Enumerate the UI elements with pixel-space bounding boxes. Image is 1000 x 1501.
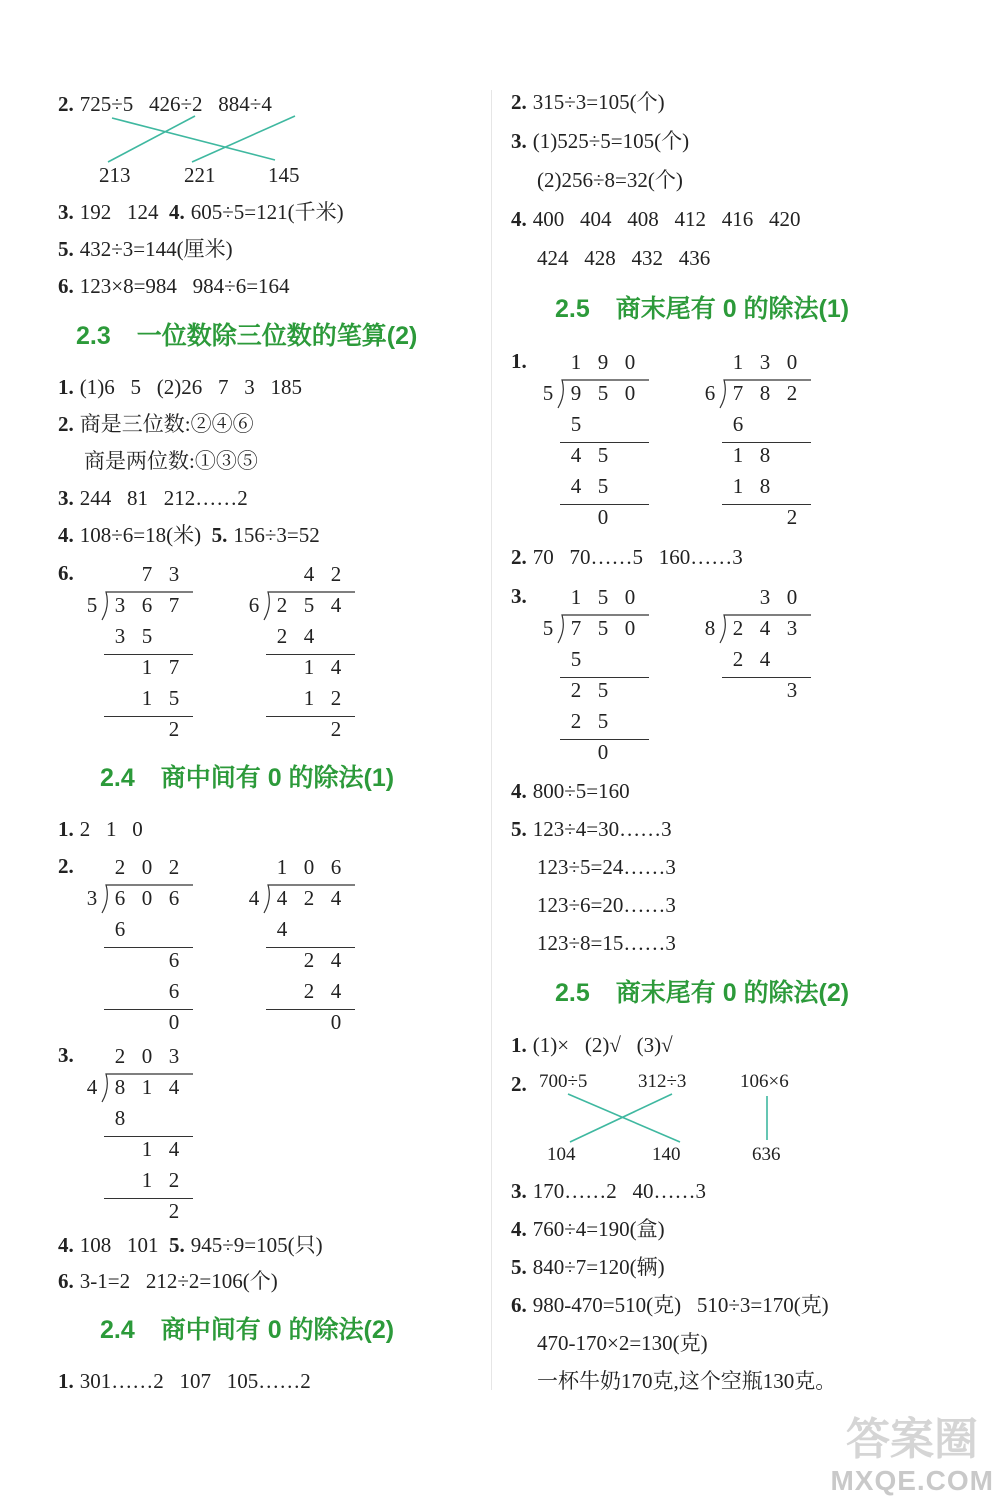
answer-line: 1. xyxy=(511,349,527,373)
division-digit: 6 xyxy=(141,593,153,617)
answer-line: 4. 800÷5=160 xyxy=(511,779,630,803)
division-digit: 4 xyxy=(276,917,288,941)
match-answer: 145 xyxy=(268,163,300,187)
divisor: 4 xyxy=(248,886,260,910)
division-digit: 3 xyxy=(114,624,126,648)
division-digit: 5 xyxy=(597,381,609,405)
division-bracket xyxy=(240,560,380,640)
division-digit: 1 xyxy=(732,350,744,374)
answer-line: 3. (1)525÷5=105(个) xyxy=(511,129,690,153)
division-digit: 0 xyxy=(597,505,609,529)
division-digit: 1 xyxy=(303,655,315,679)
answer-line: 5. 840÷7=120(辆) xyxy=(511,1255,665,1279)
long-division xyxy=(240,853,540,1053)
division-digit: 2 xyxy=(330,686,342,710)
division-digit: 0 xyxy=(141,855,153,879)
section-heading: 2.4 商中间有 0 的除法(2) xyxy=(100,1316,395,1344)
matching-lines xyxy=(100,110,320,170)
long-division xyxy=(78,1042,378,1242)
answer-line: 123÷8=15……3 xyxy=(537,931,676,955)
division-digit: 1 xyxy=(570,350,582,374)
division-digit: 2 xyxy=(732,616,744,640)
division-bracket xyxy=(78,1042,218,1122)
division-bracket xyxy=(534,348,674,428)
watermark-logo: 答案圈 xyxy=(846,1414,978,1465)
division-digit: 1 xyxy=(303,686,315,710)
division-digit: 5 xyxy=(597,585,609,609)
division-digit: 4 xyxy=(330,593,342,617)
divisor: 3 xyxy=(86,886,98,910)
division-digit: 6 xyxy=(168,948,180,972)
division-digit: 3 xyxy=(759,585,771,609)
division-digit: 0 xyxy=(141,1044,153,1068)
answer-line: 4. 760÷4=190(盒) xyxy=(511,1217,665,1241)
division-digit: 5 xyxy=(597,678,609,702)
division-digit: 4 xyxy=(330,948,342,972)
answer-line: 一杯牛奶170克,这个空瓶130克。 xyxy=(537,1369,837,1393)
divisor: 5 xyxy=(542,616,554,640)
division-digit: 3 xyxy=(786,678,798,702)
division-digit: 0 xyxy=(786,350,798,374)
division-digit: 2 xyxy=(330,562,342,586)
answer-line: 6. 3-1=2 212÷2=106(个) xyxy=(58,1269,278,1293)
division-digit: 4 xyxy=(330,979,342,1003)
division-digit: 8 xyxy=(114,1075,126,1099)
match-answer: 636 xyxy=(752,1144,781,1165)
division-digit: 2 xyxy=(303,886,315,910)
answer-line: 4. 108 101 5. 945÷9=105(只) xyxy=(58,1233,323,1257)
long-division xyxy=(696,348,996,548)
division-digit: 7 xyxy=(168,593,180,617)
division-digit: 6 xyxy=(330,855,342,879)
answer-line: 424 428 432 436 xyxy=(537,246,711,270)
answer-line: 123÷6=20……3 xyxy=(537,893,676,917)
match-answer: 104 xyxy=(547,1144,576,1165)
division-digit: 1 xyxy=(141,1075,153,1099)
answer-line: 2. xyxy=(58,854,74,878)
division-digit: 1 xyxy=(732,443,744,467)
division-digit: 8 xyxy=(114,1106,126,1130)
division-digit: 1 xyxy=(141,686,153,710)
divisor: 5 xyxy=(86,593,98,617)
division-digit: 2 xyxy=(168,717,180,741)
division-digit: 0 xyxy=(330,1010,342,1034)
division-digit: 2 xyxy=(570,709,582,733)
division-digit: 2 xyxy=(786,505,798,529)
answer-line: 2. xyxy=(511,1072,527,1096)
division-digit: 0 xyxy=(168,1010,180,1034)
divisor: 8 xyxy=(704,616,716,640)
answer-line: 4. 108÷6=18(米) 5. 156÷3=52 xyxy=(58,523,320,547)
division-digit: 5 xyxy=(597,474,609,498)
answer-line: 470-170×2=130(克) xyxy=(537,1331,708,1355)
division-bracket xyxy=(78,853,218,933)
answer-line: 2. 70 70……5 160……3 xyxy=(511,545,743,569)
division-digit: 0 xyxy=(786,585,798,609)
answer-line: 1. 2 1 0 xyxy=(58,817,143,841)
division-digit: 2 xyxy=(303,948,315,972)
division-digit: 4 xyxy=(168,1137,180,1161)
match-answer: 213 xyxy=(99,163,131,187)
division-digit: 2 xyxy=(168,1168,180,1192)
division-bracket xyxy=(696,583,836,663)
division-digit: 5 xyxy=(570,412,582,436)
division-bracket xyxy=(240,853,380,933)
answer-line: 3. 170……2 40……3 xyxy=(511,1179,706,1203)
division-digit: 5 xyxy=(168,686,180,710)
division-bracket xyxy=(696,348,836,428)
division-digit: 3 xyxy=(759,350,771,374)
division-bracket xyxy=(78,560,218,640)
division-digit: 4 xyxy=(570,474,582,498)
divisor: 5 xyxy=(542,381,554,405)
answer-line: 2. 315÷3=105(个) xyxy=(511,90,665,114)
division-digit: 5 xyxy=(303,593,315,617)
answer-line: 1. (1)× (2)√ (3)√ xyxy=(511,1033,673,1057)
answer-line: 3. xyxy=(58,1043,74,1067)
division-digit: 4 xyxy=(759,647,771,671)
division-digit: 2 xyxy=(330,717,342,741)
division-digit: 4 xyxy=(168,1075,180,1099)
division-digit: 5 xyxy=(597,443,609,467)
division-digit: 5 xyxy=(141,624,153,648)
division-digit: 3 xyxy=(114,593,126,617)
answer-line: 123÷5=24……3 xyxy=(537,855,676,879)
division-digit: 7 xyxy=(168,655,180,679)
answer-line: 5. 432÷3=144(厘米) xyxy=(58,237,233,261)
match-expression: 312÷3 xyxy=(638,1071,687,1092)
division-digit: 0 xyxy=(141,886,153,910)
division-digit: 6 xyxy=(168,886,180,910)
division-digit: 4 xyxy=(330,655,342,679)
answer-line: (2)256÷8=32(个) xyxy=(537,168,683,192)
division-digit: 1 xyxy=(141,1137,153,1161)
watermark-url: MXQE.COM xyxy=(830,1465,994,1496)
divisor: 4 xyxy=(86,1075,98,1099)
answer-line: 2. 725÷5 426÷2 884÷4 xyxy=(58,92,272,116)
answer-line: 6. xyxy=(58,561,74,585)
section-heading: 2.4 商中间有 0 的除法(1) xyxy=(100,764,395,792)
division-digit: 6 xyxy=(168,979,180,1003)
division-digit: 0 xyxy=(624,585,636,609)
division-digit: 0 xyxy=(624,350,636,374)
answer-line: 6. 123×8=984 984÷6=164 xyxy=(58,274,290,298)
division-digit: 5 xyxy=(570,647,582,671)
division-digit: 9 xyxy=(597,350,609,374)
match-answer: 140 xyxy=(652,1144,681,1165)
division-digit: 8 xyxy=(759,474,771,498)
answer-line: 6. 980-470=510(克) 510÷3=170(克) xyxy=(511,1293,829,1317)
match-expression: 106×6 xyxy=(740,1071,789,1092)
division-digit: 0 xyxy=(303,855,315,879)
division-digit: 0 xyxy=(624,381,636,405)
match-expression: 700÷5 xyxy=(539,1071,588,1092)
division-digit: 1 xyxy=(276,855,288,879)
division-digit: 2 xyxy=(786,381,798,405)
division-digit: 8 xyxy=(759,381,771,405)
division-bracket xyxy=(534,583,674,663)
division-digit: 8 xyxy=(759,443,771,467)
division-digit: 6 xyxy=(114,917,126,941)
division-digit: 4 xyxy=(330,886,342,910)
division-digit: 3 xyxy=(168,562,180,586)
division-digit: 6 xyxy=(114,886,126,910)
answer-line: 3. xyxy=(511,584,527,608)
division-digit: 7 xyxy=(141,562,153,586)
division-digit: 2 xyxy=(276,624,288,648)
division-digit: 4 xyxy=(303,562,315,586)
division-digit: 4 xyxy=(759,616,771,640)
section-heading: 2.3 一位数除三位数的笔算(2) xyxy=(76,322,418,350)
division-digit: 4 xyxy=(570,443,582,467)
answer-line: 4. 400 404 408 412 416 420 xyxy=(511,207,801,231)
answer-line: 1. 301……2 107 105……2 xyxy=(58,1369,311,1393)
division-digit: 0 xyxy=(624,616,636,640)
division-digit: 6 xyxy=(732,412,744,436)
answer-line: 3. 192 124 4. 605÷5=121(千米) xyxy=(58,200,344,224)
matching-lines xyxy=(540,1090,790,1150)
division-digit: 2 xyxy=(168,1199,180,1223)
match-answer: 221 xyxy=(184,163,216,187)
answer-line: 商是两位数:①③⑤ xyxy=(84,449,258,473)
answer-line: 3. 244 81 212……2 xyxy=(58,486,248,510)
division-digit: 0 xyxy=(597,740,609,764)
long-division xyxy=(240,560,540,760)
division-digit: 3 xyxy=(168,1044,180,1068)
division-digit: 9 xyxy=(570,381,582,405)
section-heading: 2.5 商末尾有 0 的除法(2) xyxy=(555,979,850,1007)
answer-line: 2. 商是三位数:②④⑥ xyxy=(58,412,254,436)
division-digit: 1 xyxy=(570,585,582,609)
answer-line: 5. 123÷4=30……3 xyxy=(511,817,672,841)
section-heading: 2.5 商末尾有 0 的除法(1) xyxy=(555,295,850,323)
division-digit: 3 xyxy=(786,616,798,640)
division-digit: 2 xyxy=(570,678,582,702)
division-digit: 2 xyxy=(114,855,126,879)
division-digit: 4 xyxy=(276,886,288,910)
division-digit: 2 xyxy=(732,647,744,671)
division-digit: 7 xyxy=(570,616,582,640)
division-digit: 1 xyxy=(141,655,153,679)
answer-line: 1. (1)6 5 (2)26 7 3 185 xyxy=(58,375,302,399)
division-digit: 5 xyxy=(597,709,609,733)
long-division xyxy=(696,583,996,783)
division-digit: 4 xyxy=(303,624,315,648)
divisor: 6 xyxy=(704,381,716,405)
division-digit: 2 xyxy=(114,1044,126,1068)
divisor: 6 xyxy=(248,593,260,617)
division-digit: 2 xyxy=(168,855,180,879)
division-digit: 7 xyxy=(732,381,744,405)
division-digit: 5 xyxy=(597,616,609,640)
division-digit: 2 xyxy=(303,979,315,1003)
division-digit: 1 xyxy=(732,474,744,498)
division-digit: 1 xyxy=(141,1168,153,1192)
division-digit: 2 xyxy=(276,593,288,617)
